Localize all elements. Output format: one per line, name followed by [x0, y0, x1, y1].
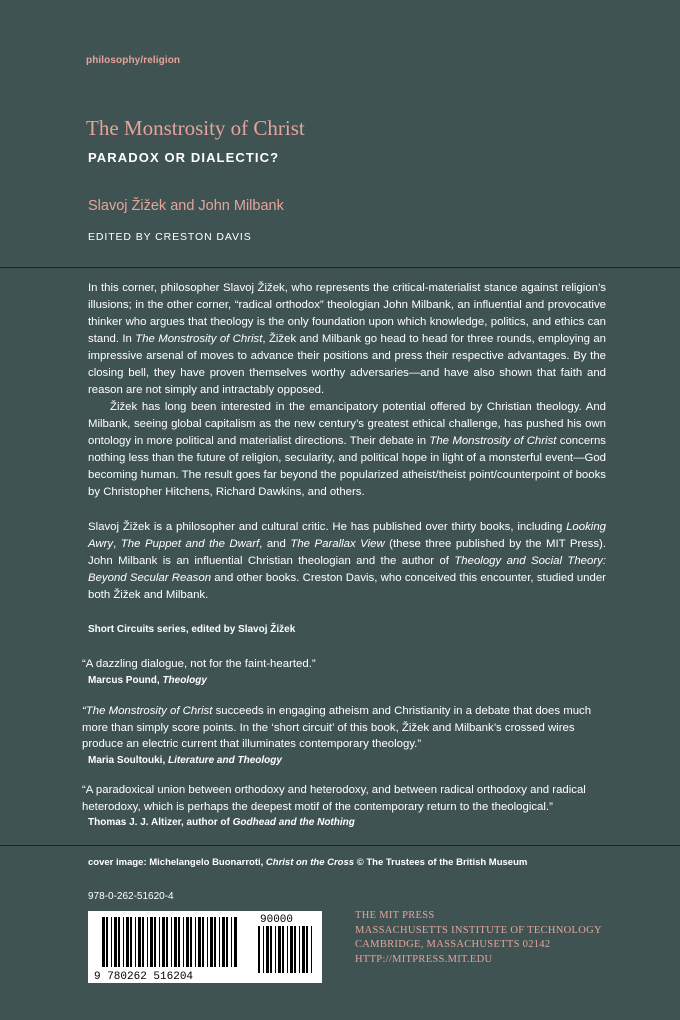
quote-attribution: Thomas J. J. Altizer, author of Godhead and the Nothing — [88, 817, 355, 828]
book-title: The Monstrosity of Christ — [86, 116, 305, 140]
barcode-bar — [171, 917, 172, 967]
barcode-bar — [226, 917, 228, 967]
publisher-address: CAMBRIDGE, MASSACHUSETTS 02142 — [355, 939, 551, 950]
barcode-bar — [130, 917, 132, 967]
blurb-paragraph-3: Slavoj Žižek is a philosopher and cultural critic. He has published over thirty books, including Looking Awry, The Puppet and the Dwarf, and The Parallax View (these three published by the MIT Press). John Milbank is an influential Christian theologian and the author of Theology and Social Theory: Beyond Secular Reason and other books. Creston Davis, who conceived this encounter, studied under both Žižek and Milbank. — [88, 521, 606, 601]
quote-attribution: Marcus Pound, Theology — [88, 674, 207, 686]
barcode-bar — [299, 926, 300, 973]
author-bios — [88, 519, 606, 604]
book-editor: EDITED BY CRESTON DAVIS — [88, 231, 252, 243]
barcode-bar — [135, 917, 136, 967]
barcode-bar — [219, 917, 220, 967]
barcode-bar — [178, 917, 180, 967]
barcode-bar — [290, 926, 293, 973]
barcode-bar — [111, 917, 112, 967]
bottom-divider — [0, 845, 680, 846]
barcode-bar — [278, 926, 281, 973]
barcode-bars — [102, 917, 237, 967]
publisher-name: THE MIT PRESS — [355, 910, 435, 921]
barcode-bar — [106, 917, 108, 967]
barcode-bar — [198, 917, 201, 967]
book-subtitle: PARADOX OR DIALECTIC? — [88, 150, 280, 165]
barcode-bar — [266, 926, 269, 973]
quote-text: “The Monstrosity of Christ succeeds in engaging atheism and Christianity in a debate that does much more than simply score points. In the ‘short circuit’ of this book, Žižek and Milbank’s crossed wires produce an electric current that illuminates contemporary theology.” — [82, 705, 592, 750]
quote-text: “A dazzling dialogue, not for the faint-hearted.” — [82, 658, 316, 670]
barcode-bar — [270, 926, 272, 973]
barcode-bar — [186, 917, 189, 967]
barcode-bar — [202, 917, 204, 967]
barcode-bar — [306, 926, 308, 973]
barcode-bar — [294, 926, 296, 973]
blurb-paragraph-1: In this corner, philosopher Slavoj Žižek, who represents the critical-materialist stance against religion’s illusions; in the other corner, “radical orthodox” theologian John Milbank, an influential and provocative thinker who argues that theology is the only foundation upon which knowledge, politics, and ethics can stand. In The Monstrosity of Christ, Žižek and Milbank go head to head for three rounds, employing an impressive arsenal of moves to advance their positions and press their respective advantages. By the closing bell, they have proven themselves worthy adversaries—and have also shown that faith and reason are not simply and intractably opposed. — [88, 282, 607, 396]
barcode-bar — [102, 917, 105, 967]
barcode-bar — [231, 917, 232, 967]
barcode-addon-digits: 90000 — [260, 914, 294, 926]
barcode-bar — [138, 917, 141, 967]
book-authors: Slavoj Žižek and John Milbank — [88, 198, 284, 214]
barcode-bar — [234, 917, 237, 967]
cover-credit: cover image: Michelangelo Buonarroti, Christ on the Cross © The Trustees of the British Museum — [88, 857, 528, 868]
quote-attribution: Maria Soultouki, Literature and Theology — [88, 754, 282, 766]
barcode-addon-bars — [258, 926, 312, 973]
barcode-bar — [166, 917, 168, 967]
barcode-bar — [282, 926, 284, 973]
barcode-bar — [190, 917, 192, 967]
isbn-number: 978-0-262-51620-4 — [88, 891, 174, 902]
blurb-paragraph-2: Žižek has long been interested in the emancipatory potential offered by Christian theology. And Milbank, seeing global capitalism as the new century’s greatest ethical challenge, has pushed his own ontology in more political and materialist directions. Their debate in The Monstrosity of Christ concerns nothing less than the future of religion, secularity, and political hope in light of a monsterful event—God becoming human. The result goes far beyond the popularized atheist/theist point/counterpoint of books by Christopher Hitchens, Richard Dawkins, and others. — [88, 401, 606, 498]
review-quote — [82, 782, 602, 830]
barcode-bar — [222, 917, 225, 967]
category-label: philosophy/religion — [86, 55, 181, 66]
barcode-bar — [154, 917, 156, 967]
quote-text: “A paradoxical union between orthodoxy and heterodoxy, and between radical orthodoxy and radical heterodoxy, which is perhaps the deepest motif of the contemporary return to the theological.” — [82, 784, 586, 813]
barcode-bar — [123, 917, 124, 967]
barcode-bar — [275, 926, 276, 973]
top-divider — [0, 267, 680, 268]
publisher-block — [355, 909, 602, 967]
barcode-bar — [210, 917, 213, 967]
barcode-bar — [114, 917, 117, 967]
barcode-bar — [311, 926, 312, 973]
barcode-bar — [258, 926, 260, 973]
barcode — [88, 911, 322, 983]
barcode-bar — [162, 917, 165, 967]
barcode-bar — [150, 917, 153, 967]
barcode-bar — [126, 917, 129, 967]
series-note: Short Circuits series, edited by Slavoj Žižek — [88, 624, 296, 635]
barcode-digits: 9 780262 516204 — [94, 971, 194, 983]
publisher-url: HTTP://MITPRESS.MIT.EDU — [355, 953, 493, 965]
barcode-bar — [195, 917, 196, 967]
barcode-bar — [214, 917, 216, 967]
barcode-bar — [118, 917, 120, 967]
barcode-bar — [302, 926, 305, 973]
review-quote — [82, 656, 602, 688]
barcode-bar — [174, 917, 177, 967]
barcode-bar — [287, 926, 288, 973]
barcode-graphic — [88, 911, 322, 983]
barcode-bar — [183, 917, 184, 967]
barcode-bar — [159, 917, 160, 967]
blurb-main — [88, 280, 606, 501]
barcode-bar — [147, 917, 148, 967]
barcode-bar — [142, 917, 144, 967]
publisher-institution: MASSACHUSETTS INSTITUTE OF TECHNOLOGY — [355, 924, 602, 936]
barcode-bar — [263, 926, 264, 973]
review-quote — [82, 703, 602, 768]
barcode-bar — [207, 917, 208, 967]
